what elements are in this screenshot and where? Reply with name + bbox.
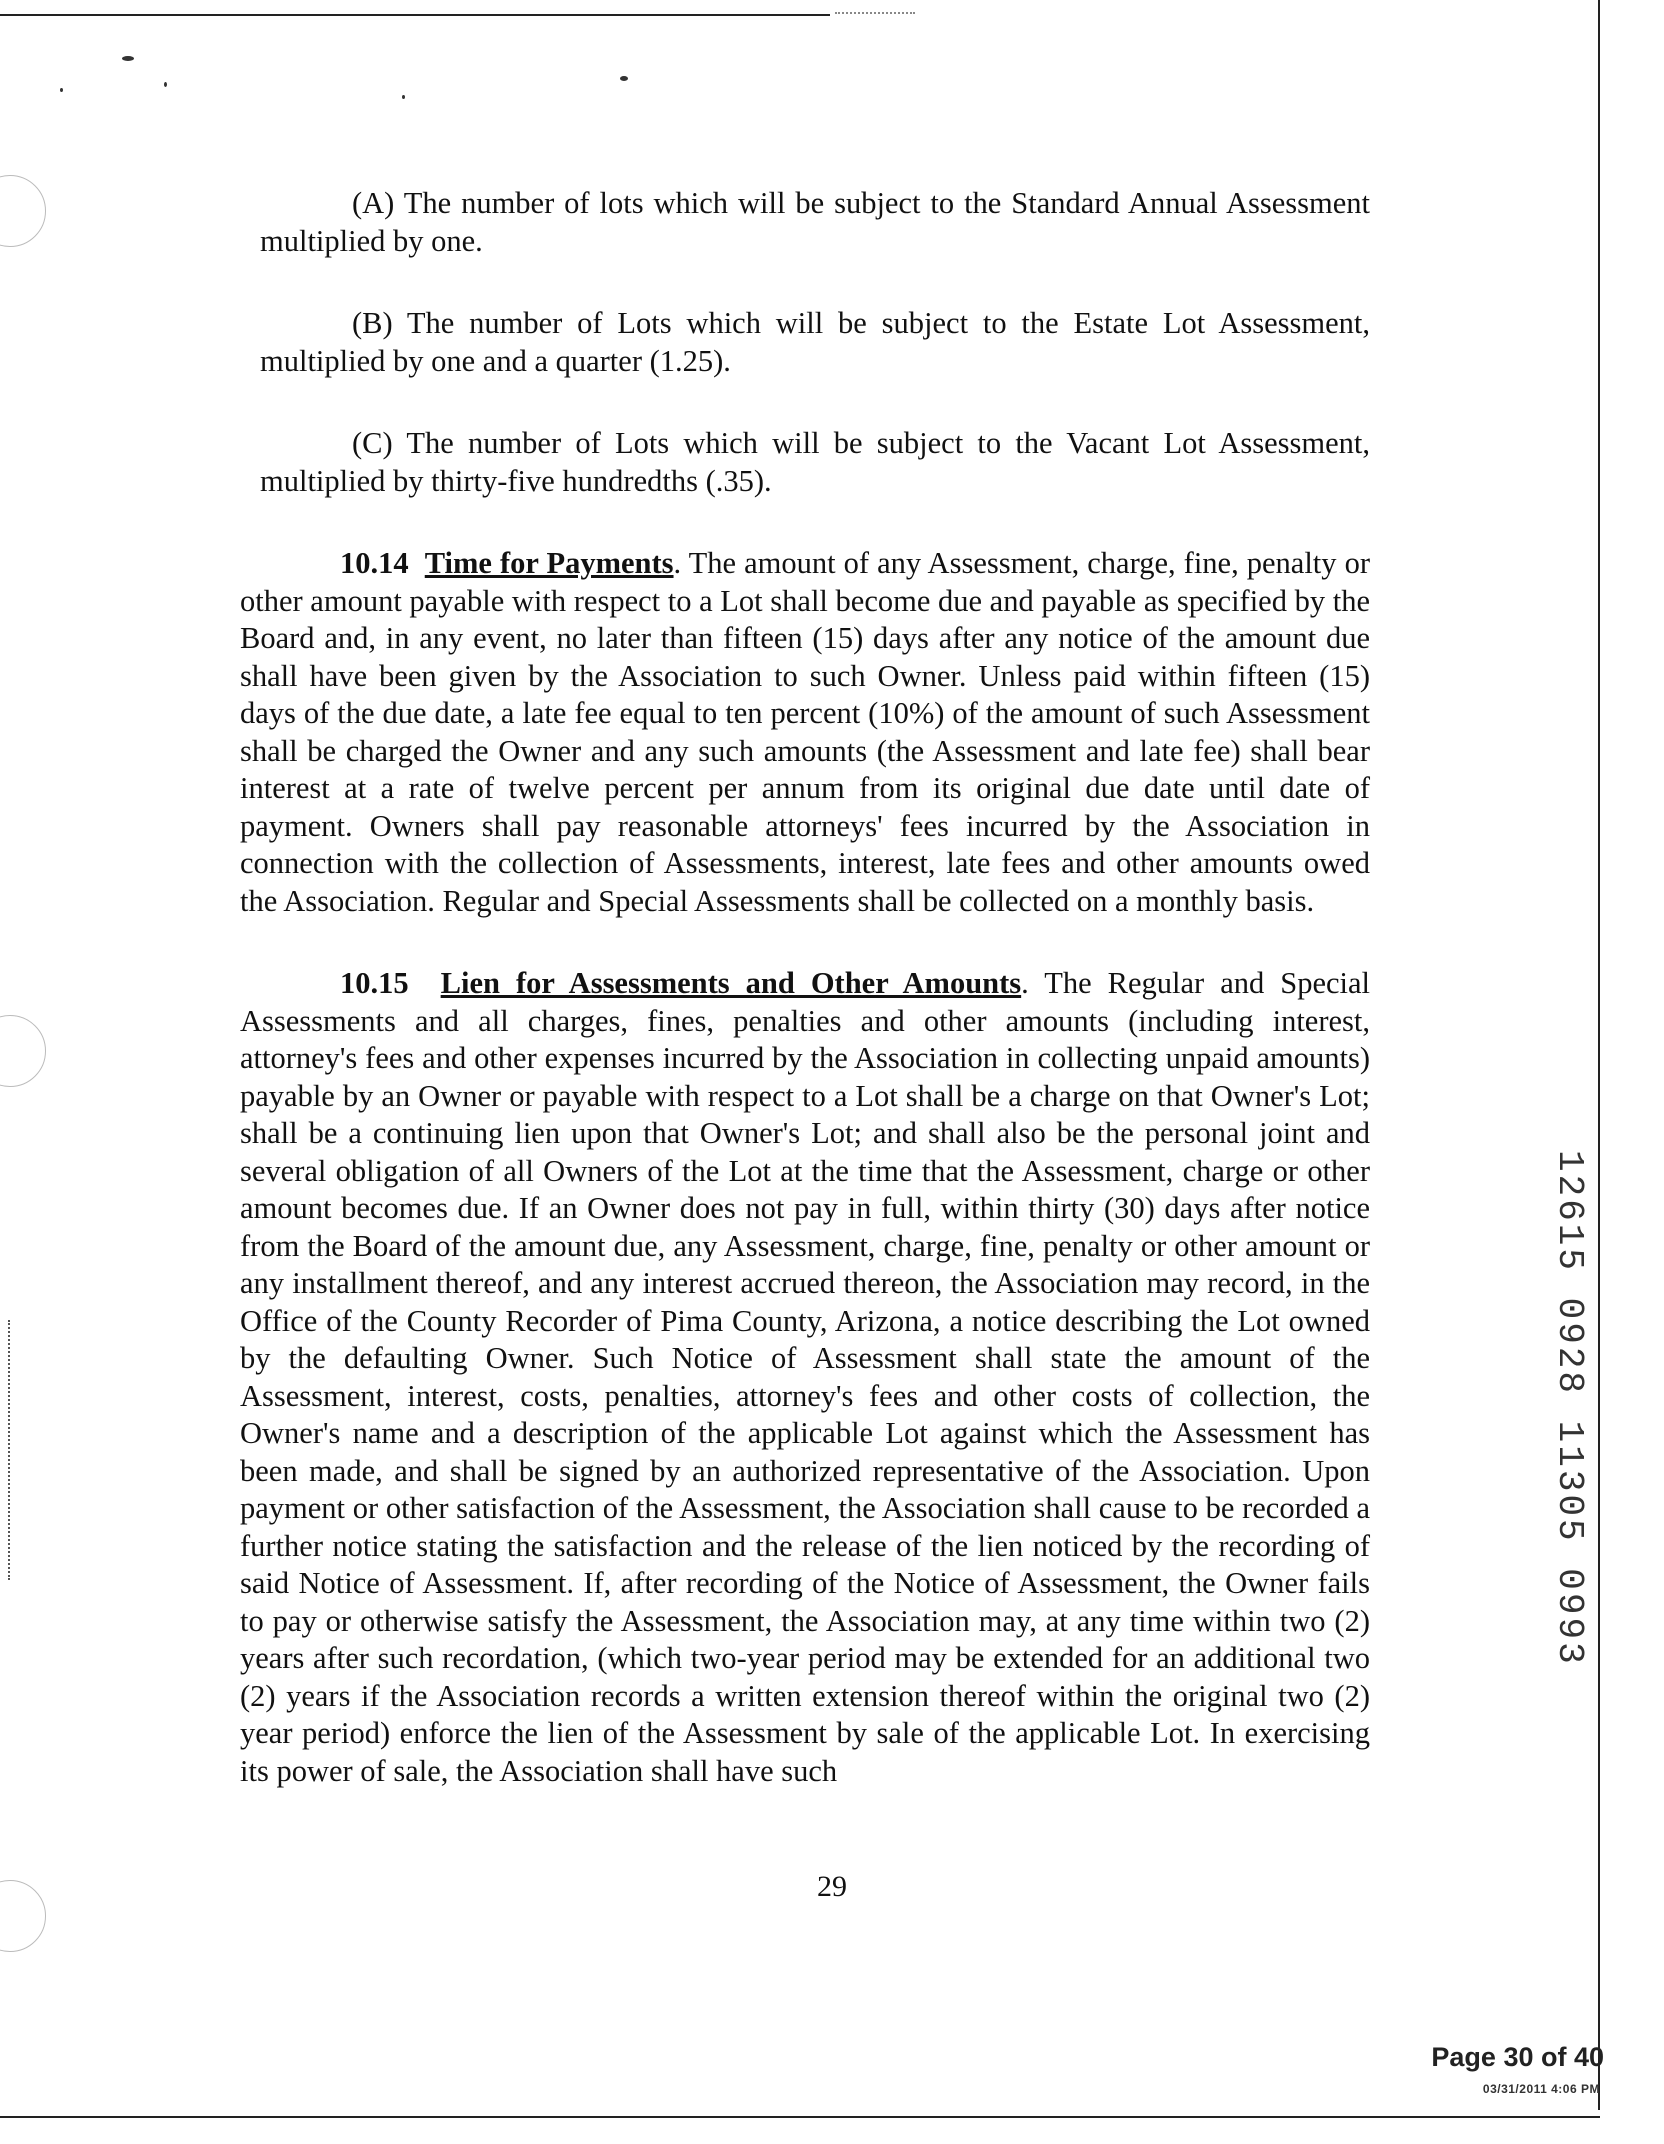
section-number: 10.15 bbox=[340, 966, 409, 1000]
section-10-15 bbox=[240, 965, 1370, 1790]
scan-speck bbox=[164, 82, 167, 87]
page-number: 29 bbox=[817, 1870, 847, 1903]
punch-hole-middle bbox=[0, 1015, 46, 1087]
scan-top-dots bbox=[835, 12, 915, 14]
recorder-stamp: 12615 0928 11305 0993 bbox=[1549, 1150, 1590, 1667]
clause-b: (B) The number of Lots which will be subject to the Estate Lot Assessment, multiplied by one and a quarter (1.25). bbox=[260, 306, 1370, 378]
print-timestamp: 03/31/2011 4:06 PM bbox=[1482, 2082, 1600, 2096]
section-title: Lien for Assessments and Other Amounts bbox=[440, 966, 1022, 1000]
page-counter: Page 30 of 40 bbox=[1431, 2042, 1604, 2072]
scan-right-rule bbox=[1598, 0, 1600, 2110]
scan-speck bbox=[402, 95, 405, 99]
clause-c: (C) The number of Lots which will be subject to the Vacant Lot Assessment, multiplied by thirty-five hundredths (.35). bbox=[260, 426, 1370, 498]
section-title: Time for Payments bbox=[424, 546, 674, 580]
clause-a: (A) The number of lots which will be subject to the Standard Annual Assessment multiplied by one. bbox=[260, 186, 1370, 258]
document-body bbox=[240, 185, 1370, 1790]
scan-speck bbox=[122, 56, 134, 61]
scan-bottom-rule bbox=[0, 2116, 1600, 2118]
section-body: . The Regular and Special Assessments and all charges, fines, penalties and other amounts (including interest, attorney's fees and other expenses incurred by the Association in collecting unpaid amounts) payable by an Owner or payable with respect to a Lot shall be a charge on that Owner's Lot; shall be a continuing lien upon that Owner's Lot; and shall also be the personal joint and several obligation of all Owners of the Lot at the time that the Assessment, charge or other amount becomes due. If an Owner does not pay in full, within thirty (30) days after notice from the Board of the amount due, any Assessment, charge, fine, penalty or other amount or any installment thereof, and any interest accrued thereon, the Association may record, in the Office of the County Recorder of Pima County, Arizona, a notice describing the Lot owned by the defaulting Owner. Such Notice of Assessment shall state the amount of the Assessment, interest, costs, penalties, attorney's fees and other costs of collection, the Owner's name and a description of the applicable Lot against which the Assessment has been made, and shall be signed by an authorized representative of the Association. Upon payment or other satisfaction of the Assessment, the Association shall cause to be recorded a further notice stating the satisfaction and the release of the lien noticed by the recording of said Notice of Assessment. If, after recording of the Notice of Assessment, the Owner fails to pay or otherwise satisfy the Assessment, the Association may, at any time within two (2) years after such recordation, (which two-year period may be extended for an additional two (2) years if the Association records a written extension thereof within the original two (2) year period) enforce the lien of the Assessment by sale of the applicable Lot. In exercising its power of sale, the Association shall have such bbox=[240, 966, 1371, 1788]
scan-speck bbox=[60, 88, 63, 92]
section-body: . The amount of any Assessment, charge, fine, penalty or other amount payable with respect to a Lot shall become due and payable as specified by the Board and, in any event, no later than fifteen (15) days after any notice of the amount due shall have been given by the Association to such Owner. Unless paid within fifteen (15) days of the due date, a late fee equal to ten percent (10%) of the amount of such Assessment shall be charged the Owner and any such amounts (the Assessment and late fee) shall bear interest at a rate of twelve percent per annum from its original due date until date of payment. Owners shall pay reasonable attorneys' fees incurred by the Association in connection with the collection of Assessments, interest, late fees and other amounts owed the Association. Regular and Special Assessments shall be collected on a monthly basis. bbox=[240, 546, 1370, 918]
punch-hole-top bbox=[0, 175, 46, 247]
section-number: 10.14 bbox=[340, 546, 409, 580]
scan-left-mark bbox=[8, 1320, 12, 1580]
section-10-14 bbox=[240, 545, 1370, 920]
scan-top-rule bbox=[0, 14, 830, 16]
scan-speck bbox=[620, 76, 628, 81]
